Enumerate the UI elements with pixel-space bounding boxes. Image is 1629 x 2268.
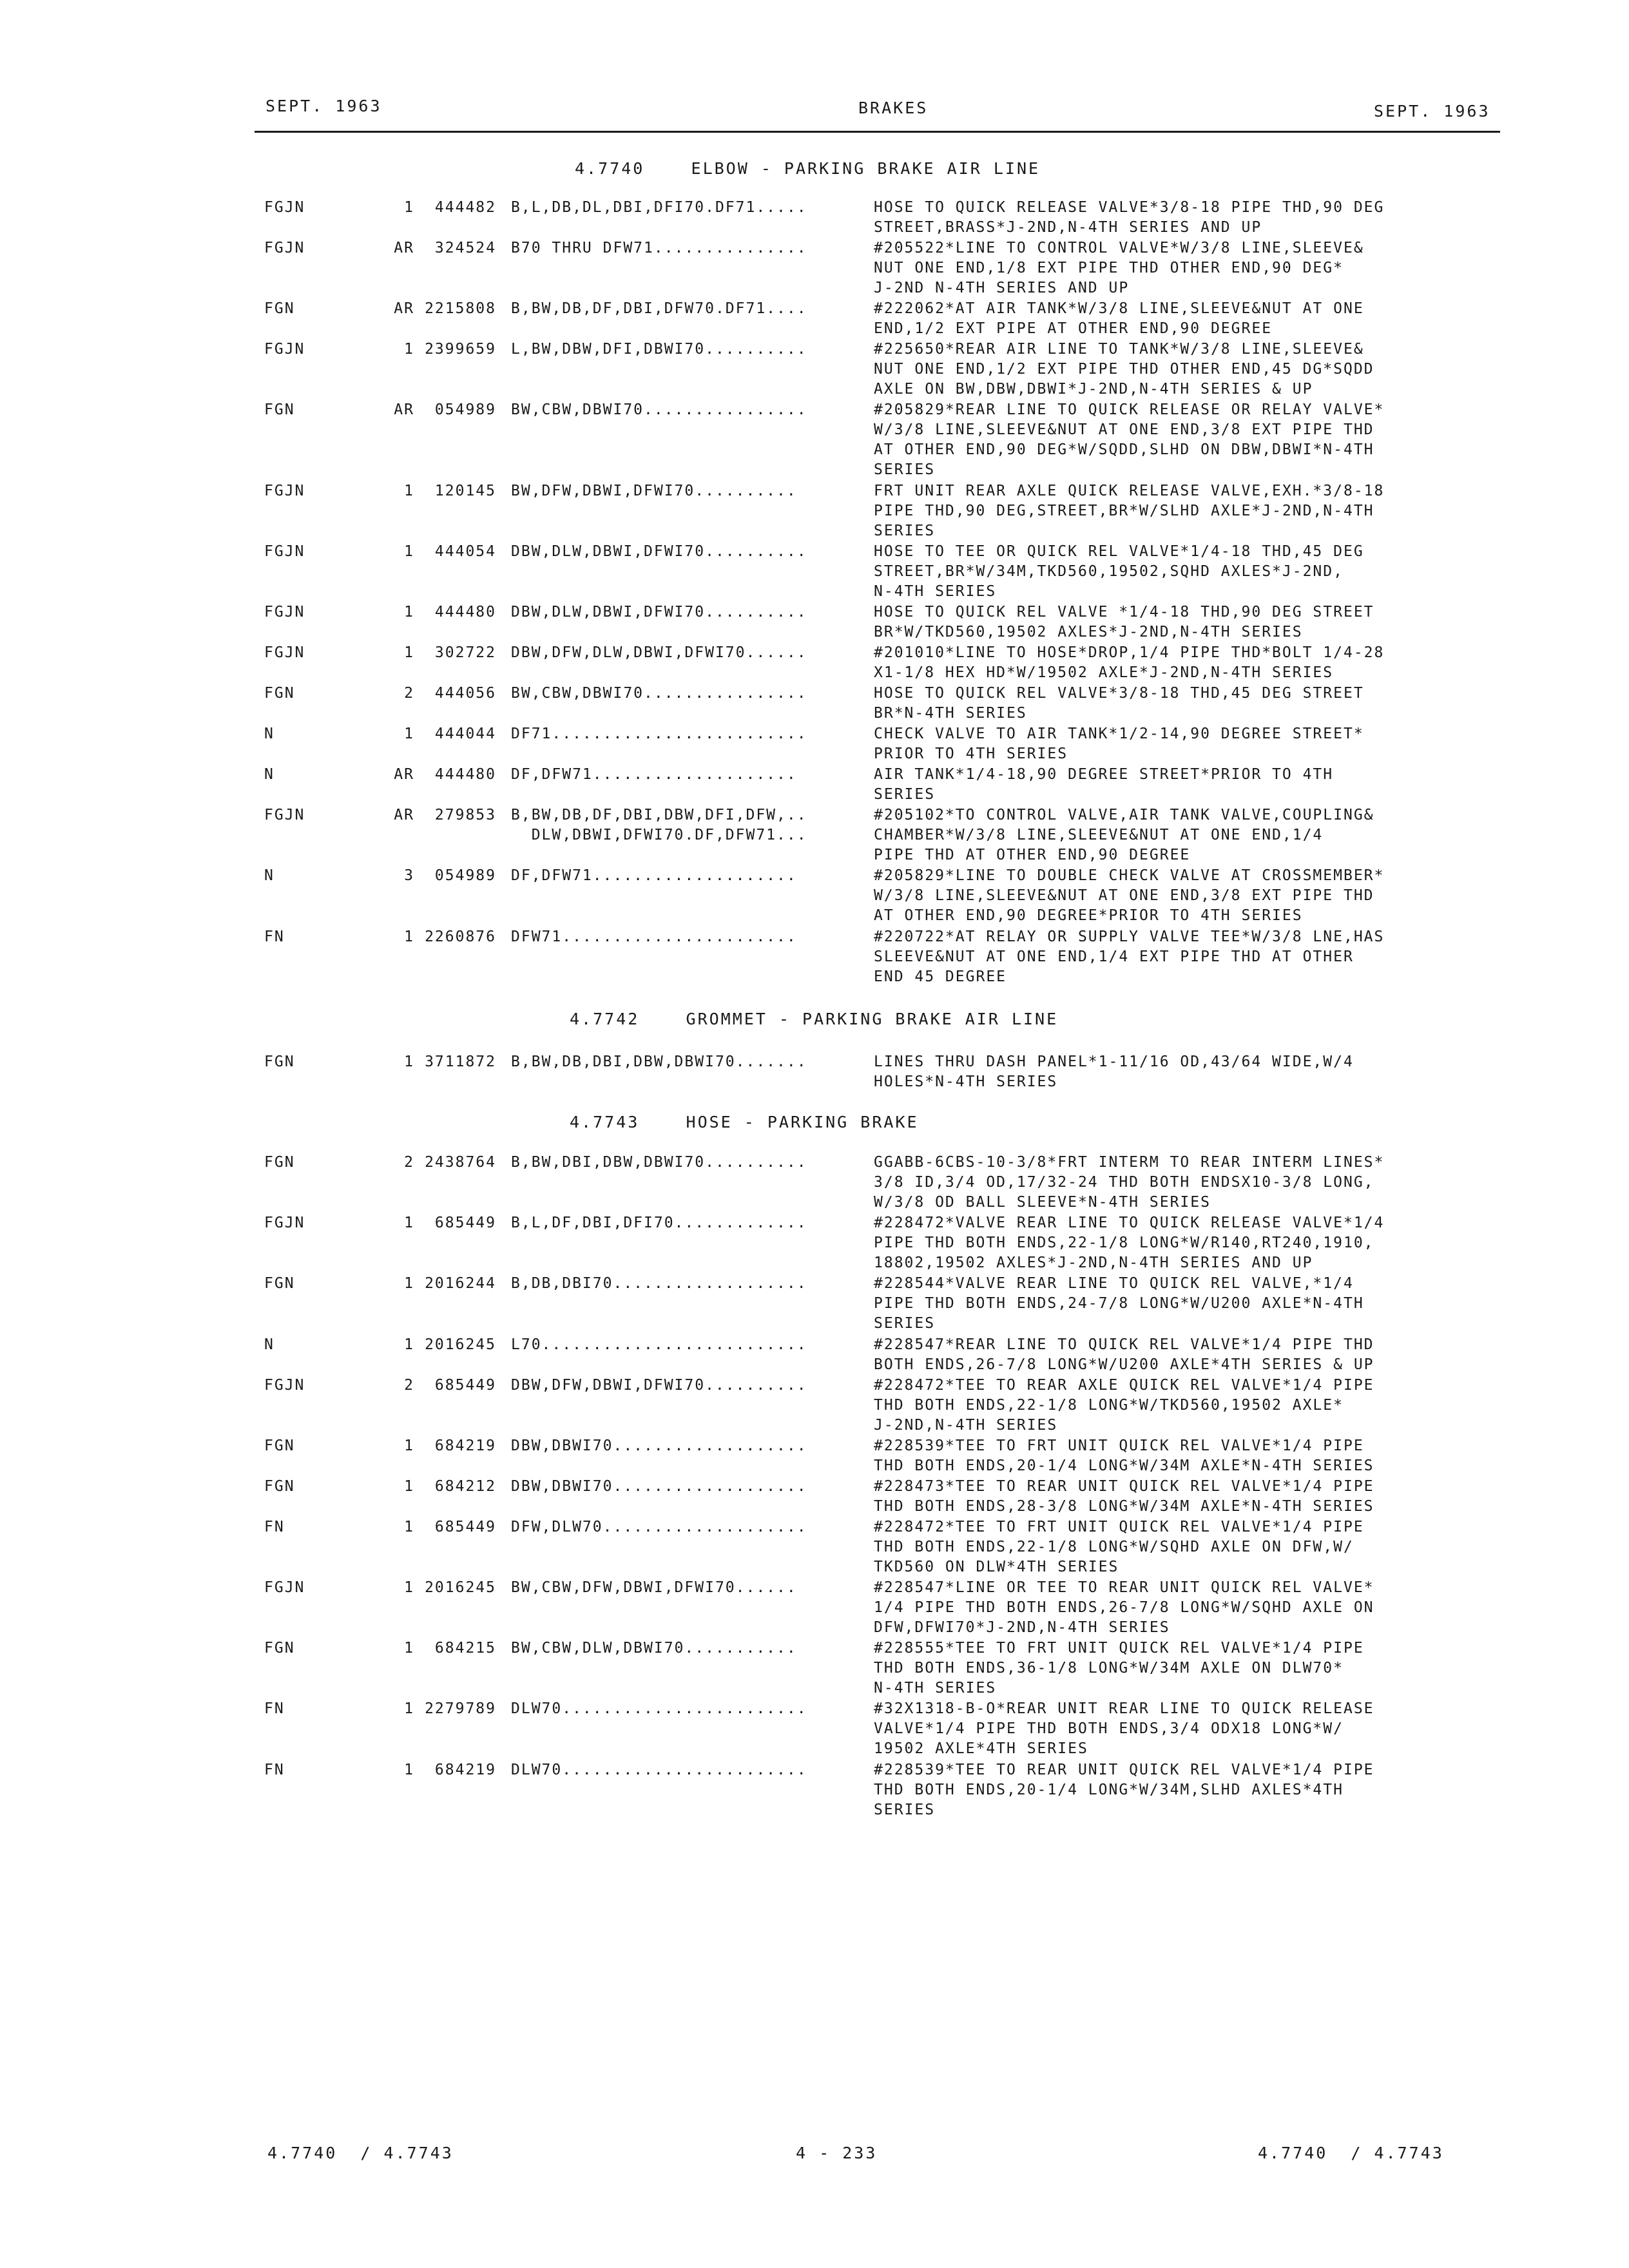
description-line: #228473*TEE TO REAR UNIT QUICK REL VALVE*1/4 PIPE xyxy=(874,1477,1374,1495)
model-codes: FGJN xyxy=(264,1376,305,1394)
description-line: AXLE ON BW,DBW,DBWI*J-2ND,N-4TH SERIES & UP xyxy=(874,381,1313,398)
application-list xyxy=(511,866,869,886)
description-line: 3/8 ID,3/4 OD,17/32-24 THD BOTH ENDSX10-3/8 LONG, xyxy=(874,1174,1374,1191)
quantity: 1 xyxy=(404,644,414,662)
part-number: 2260876 xyxy=(425,928,496,945)
application-line: DBW,DLW,DBWI,DFWI70.......... xyxy=(511,604,807,621)
part-description xyxy=(874,866,1492,926)
application-list xyxy=(511,1052,869,1072)
model-codes: FN xyxy=(264,928,285,945)
description-line: 19502 AXLE*4TH SERIES xyxy=(874,1740,1088,1758)
model-codes: FGN xyxy=(264,1640,295,1657)
part-number: 444480 xyxy=(434,604,496,621)
quantity: 1 xyxy=(404,1437,414,1454)
part-number: 279853 xyxy=(434,807,496,824)
part-description xyxy=(874,643,1492,683)
application-list xyxy=(511,1213,869,1233)
header-rule xyxy=(255,131,1500,133)
description-line: HOSE TO QUICK REL VALVE *1/4-18 THD,90 DEG STREET xyxy=(874,604,1374,621)
application-line: DF,DFW71.................... xyxy=(511,867,797,885)
part-number: 444054 xyxy=(434,543,496,560)
application-list xyxy=(511,1436,869,1456)
description-line: #205829*LINE TO DOUBLE CHECK VALVE AT CROSSMEMBER* xyxy=(874,867,1385,885)
description-line: #228539*TEE TO REAR UNIT QUICK REL VALVE*1/4 PIPE xyxy=(874,1761,1374,1778)
description-line: N-4TH SERIES xyxy=(874,1680,997,1697)
quantity: 1 xyxy=(404,1700,414,1718)
application-list xyxy=(511,238,869,258)
part-description xyxy=(874,805,1492,865)
part-number: 2279789 xyxy=(425,1700,496,1718)
application-line: BW,CBW,DFW,DBWI,DFWI70...... xyxy=(511,1579,797,1596)
application-list xyxy=(511,1477,869,1497)
application-line: BW,DFW,DBWI,DFWI70.......... xyxy=(511,482,797,499)
description-line: #228555*TEE TO FRT UNIT QUICK REL VALVE*1/4 PIPE xyxy=(874,1640,1364,1657)
header-title: BRAKES xyxy=(858,99,929,117)
application-list xyxy=(511,1376,869,1396)
part-number: 684215 xyxy=(434,1640,496,1657)
application-line: DF,DFW71.................... xyxy=(511,766,797,783)
application-list xyxy=(511,1578,869,1598)
quantity: 1 xyxy=(404,604,414,621)
description-line: W/3/8 OD BALL SLEEVE*N-4TH SERIES xyxy=(874,1194,1211,1211)
quantity: 3 xyxy=(404,867,414,885)
quantity: 1 xyxy=(404,928,414,945)
description-line: X1-1/8 HEX HD*W/19502 AXLE*J-2ND,N-4TH SERIES xyxy=(874,664,1334,682)
part-description xyxy=(874,299,1492,339)
description-line: #201010*LINE TO HOSE*DROP,1/4 PIPE THD*BOLT 1/4-28 xyxy=(874,644,1385,662)
description-line: HOSE TO QUICK RELEASE VALVE*3/8-18 PIPE THD,90 DEG xyxy=(874,199,1385,216)
application-line: DFW71....................... xyxy=(511,928,797,945)
model-codes: FGJN xyxy=(264,1579,305,1596)
application-line: B70 THRU DFW71............... xyxy=(511,240,807,256)
quantity: 1 xyxy=(404,482,414,499)
model-codes: FN xyxy=(264,1761,285,1778)
part-number: 685449 xyxy=(434,1376,496,1394)
part-description xyxy=(874,340,1492,399)
model-codes: FGN xyxy=(264,1053,295,1070)
model-codes: FGN xyxy=(264,1437,295,1454)
description-line: AT OTHER END,90 DEG*W/SQDD,SLHD ON DBW,DBWI*N-4TH xyxy=(874,441,1374,459)
description-line: STREET,BRASS*J-2ND,N-4TH SERIES AND UP xyxy=(874,219,1262,236)
part-description xyxy=(874,1274,1492,1334)
model-codes: FN xyxy=(264,1518,285,1535)
description-line: DFW,DFWI70*J-2ND,N-4TH SERIES xyxy=(874,1619,1170,1636)
part-description xyxy=(874,198,1492,238)
description-line: #228539*TEE TO FRT UNIT QUICK REL VALVE*1/4 PIPE xyxy=(874,1437,1364,1454)
part-number: 2016245 xyxy=(425,1579,496,1596)
description-line: CHECK VALVE TO AIR TANK*1/2-14,90 DEGREE STREET* xyxy=(874,726,1364,743)
application-list xyxy=(511,1639,869,1658)
description-line: BR*N-4TH SERIES xyxy=(874,705,1027,722)
description-line: PIPE THD BOTH ENDS,24-7/8 LONG*W/U200 AXLE*N-4TH xyxy=(874,1295,1364,1312)
application-line: DFW,DLW70.................... xyxy=(511,1518,807,1535)
part-number: 2016244 xyxy=(425,1275,496,1293)
description-line: THD BOTH ENDS,20-1/4 LONG*W/34M,SLHD AXLES*4TH xyxy=(874,1781,1344,1798)
part-description xyxy=(874,481,1492,541)
part-description xyxy=(874,1052,1492,1092)
description-line: STREET,BR*W/34M,TKD560,19502,SQHD AXLES*J-2ND, xyxy=(874,563,1344,580)
description-line: 1/4 PIPE THD BOTH ENDS,26-7/8 LONG*W/SQHD AXLE ON xyxy=(874,1599,1374,1616)
model-codes: N xyxy=(264,726,275,743)
description-line: #205522*LINE TO CONTROL VALVE*W/3/8 LINE,SLEEVE& xyxy=(874,240,1364,256)
description-line: THD BOTH ENDS,22-1/8 LONG*W/TKD560,19502 AXLE* xyxy=(874,1396,1344,1414)
part-number: 302722 xyxy=(434,644,496,662)
application-line: B,BW,DB,DF,DBI,DBW,DFI,DFW,.. xyxy=(511,807,807,824)
description-line: END 45 DEGREE xyxy=(874,968,1007,985)
quantity: 1 xyxy=(404,199,414,216)
model-codes: FGJN xyxy=(264,644,305,662)
application-list xyxy=(511,481,869,501)
quantity: 2 xyxy=(404,685,414,702)
application-list xyxy=(511,765,869,785)
part-number: 3711872 xyxy=(425,1053,496,1070)
part-number: 684212 xyxy=(434,1477,496,1495)
model-codes: FN xyxy=(264,1700,285,1718)
model-codes: FGJN xyxy=(264,341,305,358)
description-line: TKD560 ON DLW*4TH SERIES xyxy=(874,1558,1119,1575)
application-list xyxy=(511,299,869,319)
description-line: #225650*REAR AIR LINE TO TANK*W/3/8 LINE,SLEEVE& xyxy=(874,341,1364,358)
description-line: VALVE*1/4 PIPE THD BOTH ENDS,3/4 ODX18 LONG*W/ xyxy=(874,1720,1344,1738)
part-description xyxy=(874,1477,1492,1517)
application-line: DBW,DBWI70................... xyxy=(511,1477,807,1495)
part-number: 2016245 xyxy=(425,1336,496,1353)
description-line: AIR TANK*1/4-18,90 DEGREE STREET*PRIOR TO 4TH xyxy=(874,766,1334,783)
description-line: LINES THRU DASH PANEL*1-11/16 OD,43/64 WIDE,W/4 xyxy=(874,1053,1354,1070)
description-line: THD BOTH ENDS,22-1/8 LONG*W/SQHD AXLE ON DFW,W/ xyxy=(874,1538,1354,1555)
quantity: 1 xyxy=(404,1579,414,1596)
application-list xyxy=(511,724,869,744)
application-line: L,BW,DBW,DFI,DBWI70.......... xyxy=(511,341,807,358)
description-line: SERIES xyxy=(874,522,936,539)
application-line: L70.......................... xyxy=(511,1336,807,1353)
description-line: SERIES xyxy=(874,786,936,803)
part-number: 444056 xyxy=(434,685,496,702)
footer-ref-left: 4.7740 / 4.7743 xyxy=(267,2144,454,2162)
part-description xyxy=(874,1578,1492,1638)
model-codes: FGN xyxy=(264,1275,295,1293)
description-line: GGABB-6CBS-10-3/8*FRT INTERM TO REAR INTERM LINES* xyxy=(874,1154,1385,1171)
description-line: PRIOR TO 4TH SERIES xyxy=(874,745,1068,763)
application-list xyxy=(511,684,869,704)
part-description xyxy=(874,238,1492,298)
description-line: BOTH ENDS,26-7/8 LONG*W/U200 AXLE*4TH SERIES & UP xyxy=(874,1356,1374,1373)
part-description xyxy=(874,684,1492,724)
model-codes: FGN xyxy=(264,1154,295,1171)
model-codes: N xyxy=(264,766,275,783)
description-line: SERIES xyxy=(874,1315,936,1332)
part-number: 2438764 xyxy=(425,1154,496,1171)
quantity: 1 xyxy=(404,1336,414,1353)
model-codes: N xyxy=(264,1336,275,1353)
part-number: 444480 xyxy=(434,766,496,783)
application-line: DF71......................... xyxy=(511,726,807,743)
description-line: 18802,19502 AXLES*J-2ND,N-4TH SERIES AND UP xyxy=(874,1254,1313,1272)
quantity: 1 xyxy=(404,1053,414,1070)
section-title: 4.7742 GROMMET - PARKING BRAKE AIR LINE xyxy=(570,1010,1059,1028)
application-list xyxy=(511,927,869,947)
description-line: #228547*REAR LINE TO QUICK REL VALVE*1/4 PIPE THD xyxy=(874,1336,1374,1353)
part-description xyxy=(874,1760,1492,1820)
description-line: #228547*LINE OR TEE TO REAR UNIT QUICK REL VALVE* xyxy=(874,1579,1374,1596)
quantity: 1 xyxy=(404,726,414,743)
header-date-right: SEPT. 1963 xyxy=(1374,102,1490,120)
application-list xyxy=(511,198,869,218)
quantity: 1 xyxy=(404,543,414,560)
part-number: 2215808 xyxy=(425,300,496,318)
application-list xyxy=(511,340,869,360)
quantity: 2 xyxy=(404,1376,414,1394)
description-line: #32X1318-B-O*REAR UNIT REAR LINE TO QUICK RELEASE xyxy=(874,1700,1374,1718)
application-list xyxy=(511,1760,869,1780)
part-number: 120145 xyxy=(434,482,496,499)
application-line: B,DB,DBI70................... xyxy=(511,1275,807,1293)
part-number: 054989 xyxy=(434,867,496,885)
application-list xyxy=(511,1335,869,1355)
model-codes: FGJN xyxy=(264,543,305,560)
part-description xyxy=(874,542,1492,602)
model-codes: FGN xyxy=(264,300,295,318)
application-line: DBW,DLW,DBWI,DFWI70.......... xyxy=(511,543,807,560)
application-line: DLW70........................ xyxy=(511,1700,807,1718)
application-list xyxy=(511,542,869,562)
part-description xyxy=(874,1699,1492,1759)
application-line: B,L,DF,DBI,DFI70............. xyxy=(511,1215,807,1232)
description-line: #228472*TEE TO FRT UNIT QUICK REL VALVE*1/4 PIPE xyxy=(874,1518,1364,1535)
application-line: B,BW,DB,DBI,DBW,DBWI70....... xyxy=(511,1053,807,1070)
description-line: #228472*VALVE REAR LINE TO QUICK RELEASE VALVE*1/4 xyxy=(874,1215,1385,1232)
description-line: J-2ND,N-4TH SERIES xyxy=(874,1416,1058,1434)
description-line: #228472*TEE TO REAR AXLE QUICK REL VALVE*1/4 PIPE xyxy=(874,1376,1374,1394)
part-description xyxy=(874,1376,1492,1436)
application-line: BW,CBW,DLW,DBWI70........... xyxy=(511,1640,797,1657)
description-line: #228544*VALVE REAR LINE TO QUICK REL VALVE,*1/4 xyxy=(874,1275,1354,1293)
description-line: HOSE TO TEE OR QUICK REL VALVE*1/4-18 THD,45 DEG xyxy=(874,543,1364,560)
description-line: PIPE THD BOTH ENDS,22-1/8 LONG*W/R140,RT240,1910, xyxy=(874,1235,1374,1252)
description-line: #222062*AT AIR TANK*W/3/8 LINE,SLEEVE&NUT AT ONE xyxy=(874,300,1364,318)
part-number: 054989 xyxy=(434,401,496,419)
description-line: PIPE THD AT OTHER END,90 DEGREE xyxy=(874,847,1191,864)
quantity: 1 xyxy=(404,1640,414,1657)
description-line: BR*W/TKD560,19502 AXLES*J-2ND,N-4TH SERIES xyxy=(874,624,1303,641)
model-codes: FGJN xyxy=(264,1215,305,1232)
model-codes: N xyxy=(264,867,275,885)
part-description xyxy=(874,765,1492,805)
description-line: SERIES xyxy=(874,1801,936,1818)
part-description xyxy=(874,400,1492,480)
application-line: B,BW,DB,DF,DBI,DFW70.DF71.... xyxy=(511,300,807,318)
model-codes: FGJN xyxy=(264,240,305,256)
application-list xyxy=(511,805,869,845)
part-number: 684219 xyxy=(434,1437,496,1454)
part-description xyxy=(874,1436,1492,1476)
quantity: 1 xyxy=(404,1477,414,1495)
application-line: B,BW,DBI,DBW,DBWI70.......... xyxy=(511,1154,807,1171)
application-list xyxy=(511,400,869,420)
model-codes: FGN xyxy=(264,1477,295,1495)
description-line: PIPE THD,90 DEG,STREET,BR*W/SLHD AXLE*J-2ND,N-4TH xyxy=(874,502,1374,519)
application-list xyxy=(511,643,869,663)
part-description xyxy=(874,1639,1492,1698)
description-line: W/3/8 LINE,SLEEVE&NUT AT ONE END,3/8 EXT PIPE THD xyxy=(874,887,1374,905)
model-codes: FGJN xyxy=(264,807,305,824)
application-list xyxy=(511,1517,869,1537)
description-line: J-2ND N-4TH SERIES AND UP xyxy=(874,280,1130,296)
application-line: DLW70........................ xyxy=(511,1761,807,1778)
part-number: 444482 xyxy=(434,199,496,216)
model-codes: FGJN xyxy=(264,604,305,621)
description-line: THD BOTH ENDS,28-3/8 LONG*W/34M AXLE*N-4TH SERIES xyxy=(874,1497,1374,1515)
application-line: DBW,DFW,DBWI,DFWI70.......... xyxy=(511,1376,807,1394)
description-line: THD BOTH ENDS,20-1/4 LONG*W/34M AXLE*N-4TH SERIES xyxy=(874,1457,1374,1474)
section-title: 4.7740 ELBOW - PARKING BRAKE AIR LINE xyxy=(575,159,1041,178)
description-line: CHAMBER*W/3/8 LINE,SLEEVE&NUT AT ONE END,1/4 xyxy=(874,827,1324,844)
quantity: 2 xyxy=(404,1154,414,1171)
header-date-left: SEPT. 1963 xyxy=(265,97,382,115)
quantity: 1 xyxy=(404,341,414,358)
section-title: 4.7743 HOSE - PARKING BRAKE xyxy=(570,1113,919,1131)
quantity: AR xyxy=(394,766,414,783)
description-line: #205829*REAR LINE TO QUICK RELEASE OR RELAY VALVE* xyxy=(874,401,1385,419)
quantity: 1 xyxy=(404,1215,414,1232)
description-line: #220722*AT RELAY OR SUPPLY VALVE TEE*W/3/8 LNE,HAS xyxy=(874,928,1385,945)
application-line: DBW,DBWI70................... xyxy=(511,1437,807,1454)
model-codes: FGJN xyxy=(264,482,305,499)
application-list xyxy=(511,1153,869,1173)
part-description xyxy=(874,1335,1492,1375)
part-description xyxy=(874,1517,1492,1577)
application-line: DLW,DBWI,DFWI70.DF,DFW71... xyxy=(511,827,807,844)
model-codes: FGN xyxy=(264,401,295,419)
application-list xyxy=(511,602,869,622)
description-line: SERIES xyxy=(874,461,936,479)
part-number: 2399659 xyxy=(425,341,496,358)
description-line: HOLES*N-4TH SERIES xyxy=(874,1073,1058,1090)
quantity: 1 xyxy=(404,1761,414,1778)
application-line: BW,CBW,DBWI70................ xyxy=(511,685,807,702)
application-line: DBW,DFW,DLW,DBWI,DFWI70...... xyxy=(511,644,807,662)
application-line: B,L,DB,DL,DBI,DFI70.DF71..... xyxy=(511,199,807,216)
description-line: AT OTHER END,90 DEGREE*PRIOR TO 4TH SERIES xyxy=(874,907,1303,925)
quantity: AR xyxy=(394,401,414,419)
part-number: 324524 xyxy=(434,240,496,256)
model-codes: FGN xyxy=(264,685,295,702)
description-line: SLEEVE&NUT AT ONE END,1/4 EXT PIPE THD AT OTHER xyxy=(874,948,1354,965)
part-number: 444044 xyxy=(434,726,496,743)
description-line: NUT ONE END,1/2 EXT PIPE THD OTHER END,45 DG*SQDD xyxy=(874,361,1374,378)
description-line: N-4TH SERIES xyxy=(874,583,997,600)
description-line: #205102*TO CONTROL VALVE,AIR TANK VALVE,COUPLING& xyxy=(874,807,1374,824)
footer-ref-right: 4.7740 / 4.7743 xyxy=(1258,2144,1444,2162)
quantity: 1 xyxy=(404,1518,414,1535)
part-number: 684219 xyxy=(434,1761,496,1778)
part-description xyxy=(874,602,1492,642)
part-description xyxy=(874,1153,1492,1213)
quantity: AR xyxy=(394,300,414,318)
description-line: HOSE TO QUICK REL VALVE*3/8-18 THD,45 DEG STREET xyxy=(874,685,1364,702)
description-line: W/3/8 LINE,SLEEVE&NUT AT ONE END,3/8 EXT PIPE THD xyxy=(874,421,1374,439)
quantity: AR xyxy=(394,240,414,256)
part-description xyxy=(874,1213,1492,1273)
description-line: NUT ONE END,1/8 EXT PIPE THD OTHER END,90 DEG* xyxy=(874,260,1344,276)
page-number: 4 - 233 xyxy=(796,2144,878,2162)
application-list xyxy=(511,1274,869,1294)
quantity: 1 xyxy=(404,1275,414,1293)
quantity: AR xyxy=(394,807,414,824)
application-line: BW,CBW,DBWI70................ xyxy=(511,401,807,419)
part-number: 685449 xyxy=(434,1215,496,1232)
description-line: FRT UNIT REAR AXLE QUICK RELEASE VALVE,EXH.*3/8-18 xyxy=(874,482,1385,499)
part-description xyxy=(874,724,1492,764)
model-codes: FGJN xyxy=(264,199,305,216)
part-description xyxy=(874,927,1492,987)
description-line: THD BOTH ENDS,36-1/8 LONG*W/34M AXLE ON DLW70* xyxy=(874,1660,1344,1677)
application-list xyxy=(511,1699,869,1719)
description-line: END,1/2 EXT PIPE AT OTHER END,90 DEGREE xyxy=(874,320,1273,338)
part-number: 685449 xyxy=(434,1518,496,1535)
